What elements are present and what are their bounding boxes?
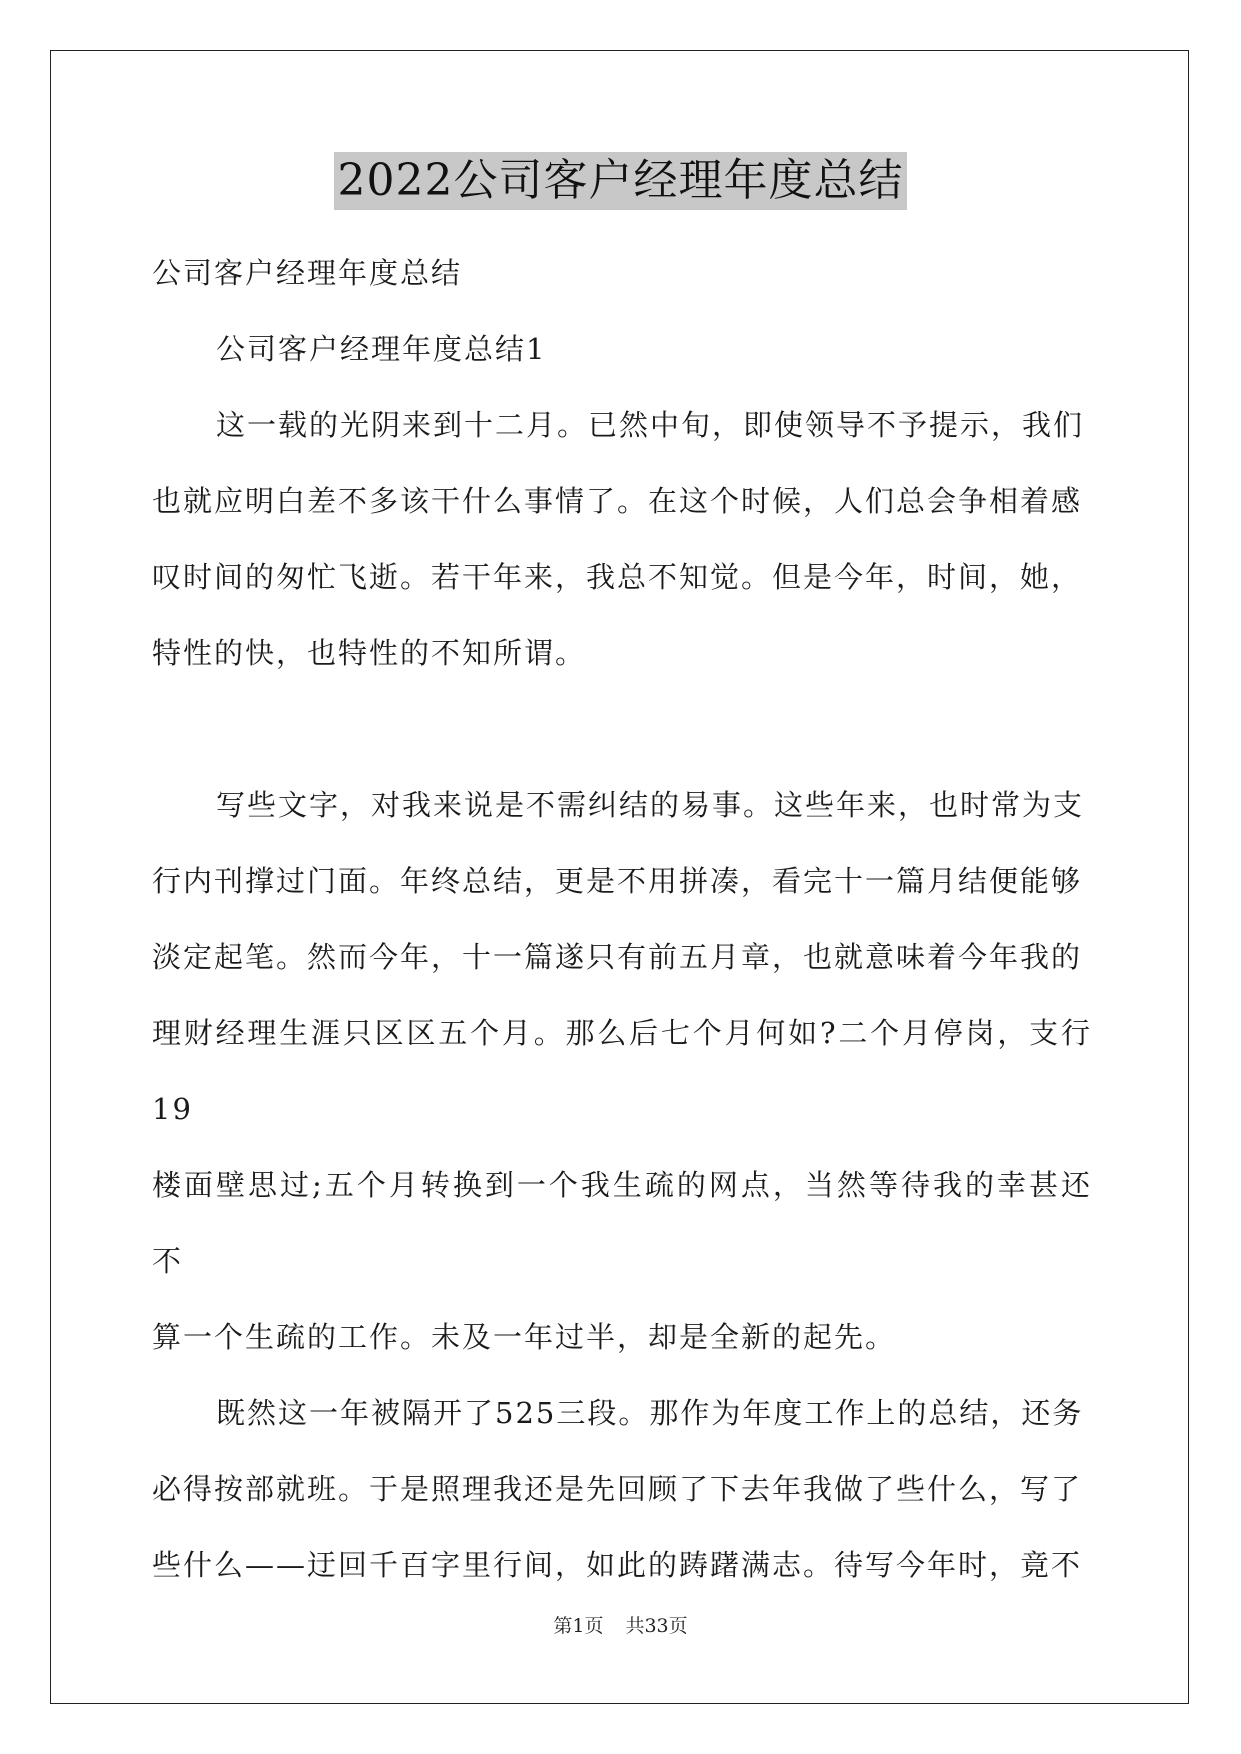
text-line: 特性的快，也特性的不知所谓。 [152,636,587,670]
subtitle: 公司客户经理年度总结 [152,256,463,290]
title-container [0,152,1241,210]
paragraph-1 [152,387,1092,691]
page-footer [0,1611,1241,1638]
document-body [152,235,1092,1603]
paragraph-2 [152,767,1092,1375]
section-heading: 公司客户经理年度总结1 [216,332,547,366]
paragraph-spacer [152,691,1092,767]
text-line: 淡定起笔。然而今年，十一篇遂只有前五月章，也就意味着今年我的 [152,940,1083,974]
text-line: 也就应明白差不多该干什么事情了。在这个时候，人们总会争相着感 [152,484,1083,518]
text-line: 楼面壁思过;五个月转换到一个我生疏的网点，当然等待我的幸甚还不 [152,1168,1092,1278]
page-total: 共33页 [625,1615,688,1637]
text-line: 既然这一年被隔开了525三段。那作为年度工作上的总结，还务 [216,1396,1084,1430]
paragraph-3 [152,1375,1092,1603]
text-line: 写些文字，对我来说是不需纠结的易事。这些年来，也时常为支 [216,788,1085,822]
page-number: 第1页 [553,1615,604,1637]
text-line: 必得按部就班。于是照理我还是先回顾了下去年我做了些什么，写了 [152,1472,1083,1506]
text-line: 叹时间的匆忙飞逝。若干年来，我总不知觉。但是今年，时间，她， [152,560,1083,594]
text-line: 这一载的光阴来到十二月。已然中旬，即使领导不予提示，我们 [216,408,1085,442]
text-line: 些什么——迂回千百字里行间，如此的踌躇满志。待写今年时，竟不 [152,1548,1083,1582]
document-title: 2022公司客户经理年度总结 [334,152,908,210]
text-line: 理财经理生涯只区区五个月。那么后七个月何如?二个月停岗，支行19 [152,1016,1092,1126]
text-line: 算一个生疏的工作。未及一年过半，却是全新的起先。 [152,1320,897,1354]
text-line: 行内刊撑过门面。年终总结，更是不用拼凑，看完十一篇月结便能够 [152,864,1083,898]
